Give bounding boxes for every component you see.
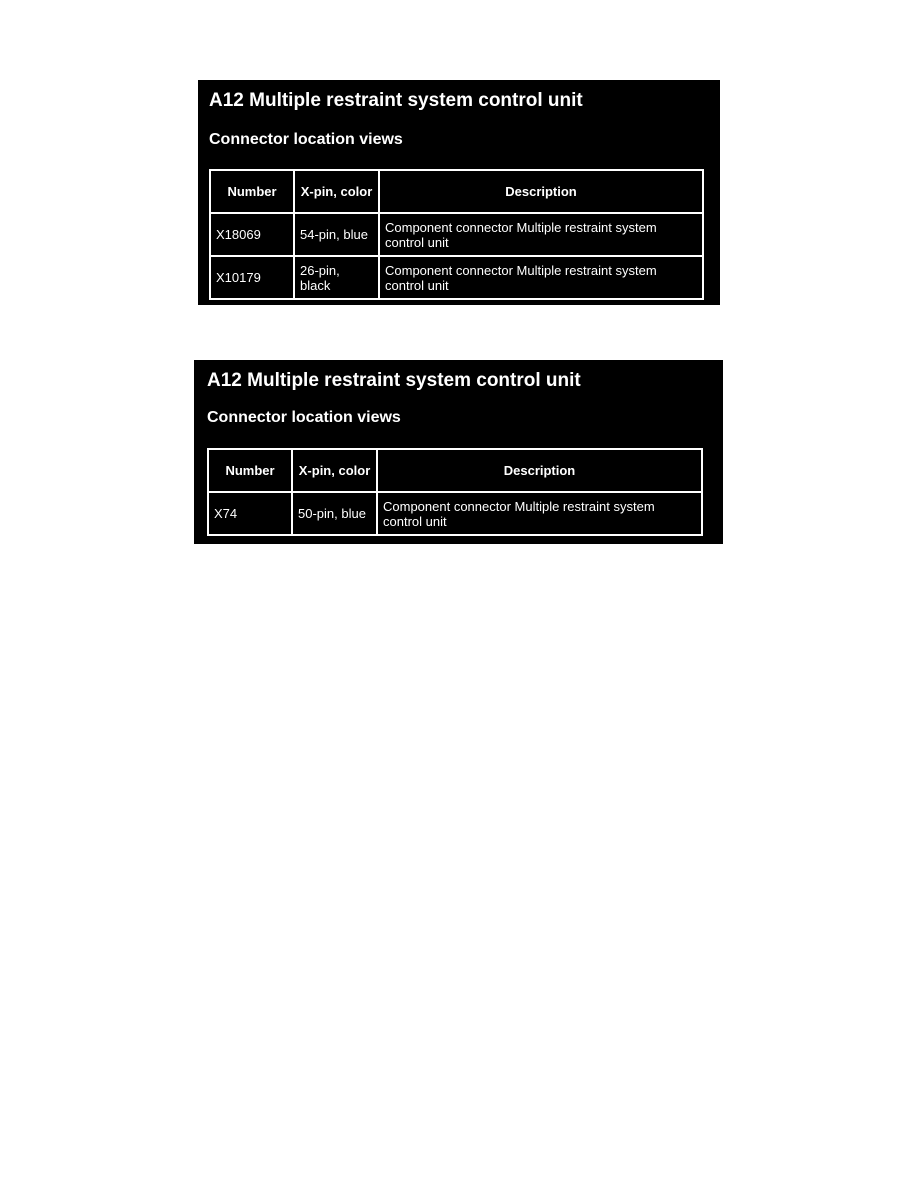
connector-panel-2 bbox=[194, 360, 723, 544]
connector-table bbox=[207, 448, 703, 536]
cell-description: Component connector Multiple restraint system control unit bbox=[379, 213, 703, 256]
table-row bbox=[210, 256, 703, 299]
cell-description: Component connector Multiple restraint system control unit bbox=[379, 256, 703, 299]
cell-number: X74 bbox=[208, 492, 292, 535]
cell-pin-color: 50-pin, blue bbox=[292, 492, 377, 535]
connector-table bbox=[209, 169, 704, 300]
cell-description: Component connector Multiple restraint system control unit bbox=[377, 492, 702, 535]
cell-number: X18069 bbox=[210, 213, 294, 256]
cell-pin-color: 26-pin, black bbox=[294, 256, 379, 299]
table-row bbox=[210, 213, 703, 256]
table-header-row bbox=[210, 170, 703, 213]
panel-subtitle: Connector location views bbox=[207, 409, 401, 426]
header-description: Description bbox=[377, 449, 702, 492]
table-row bbox=[208, 492, 702, 535]
cell-pin-color: 54-pin, blue bbox=[294, 213, 379, 256]
connector-panel-1 bbox=[198, 80, 720, 305]
panel-subtitle: Connector location views bbox=[209, 131, 403, 148]
table-header-row bbox=[208, 449, 702, 492]
header-number: Number bbox=[210, 170, 294, 213]
header-number: Number bbox=[208, 449, 292, 492]
panel-title: A12 Multiple restraint system control unit bbox=[209, 90, 583, 111]
header-description: Description bbox=[379, 170, 703, 213]
header-pin-color: X-pin, color bbox=[294, 170, 379, 213]
header-pin-color: X-pin, color bbox=[292, 449, 377, 492]
panel-title: A12 Multiple restraint system control unit bbox=[207, 370, 581, 391]
cell-number: X10179 bbox=[210, 256, 294, 299]
